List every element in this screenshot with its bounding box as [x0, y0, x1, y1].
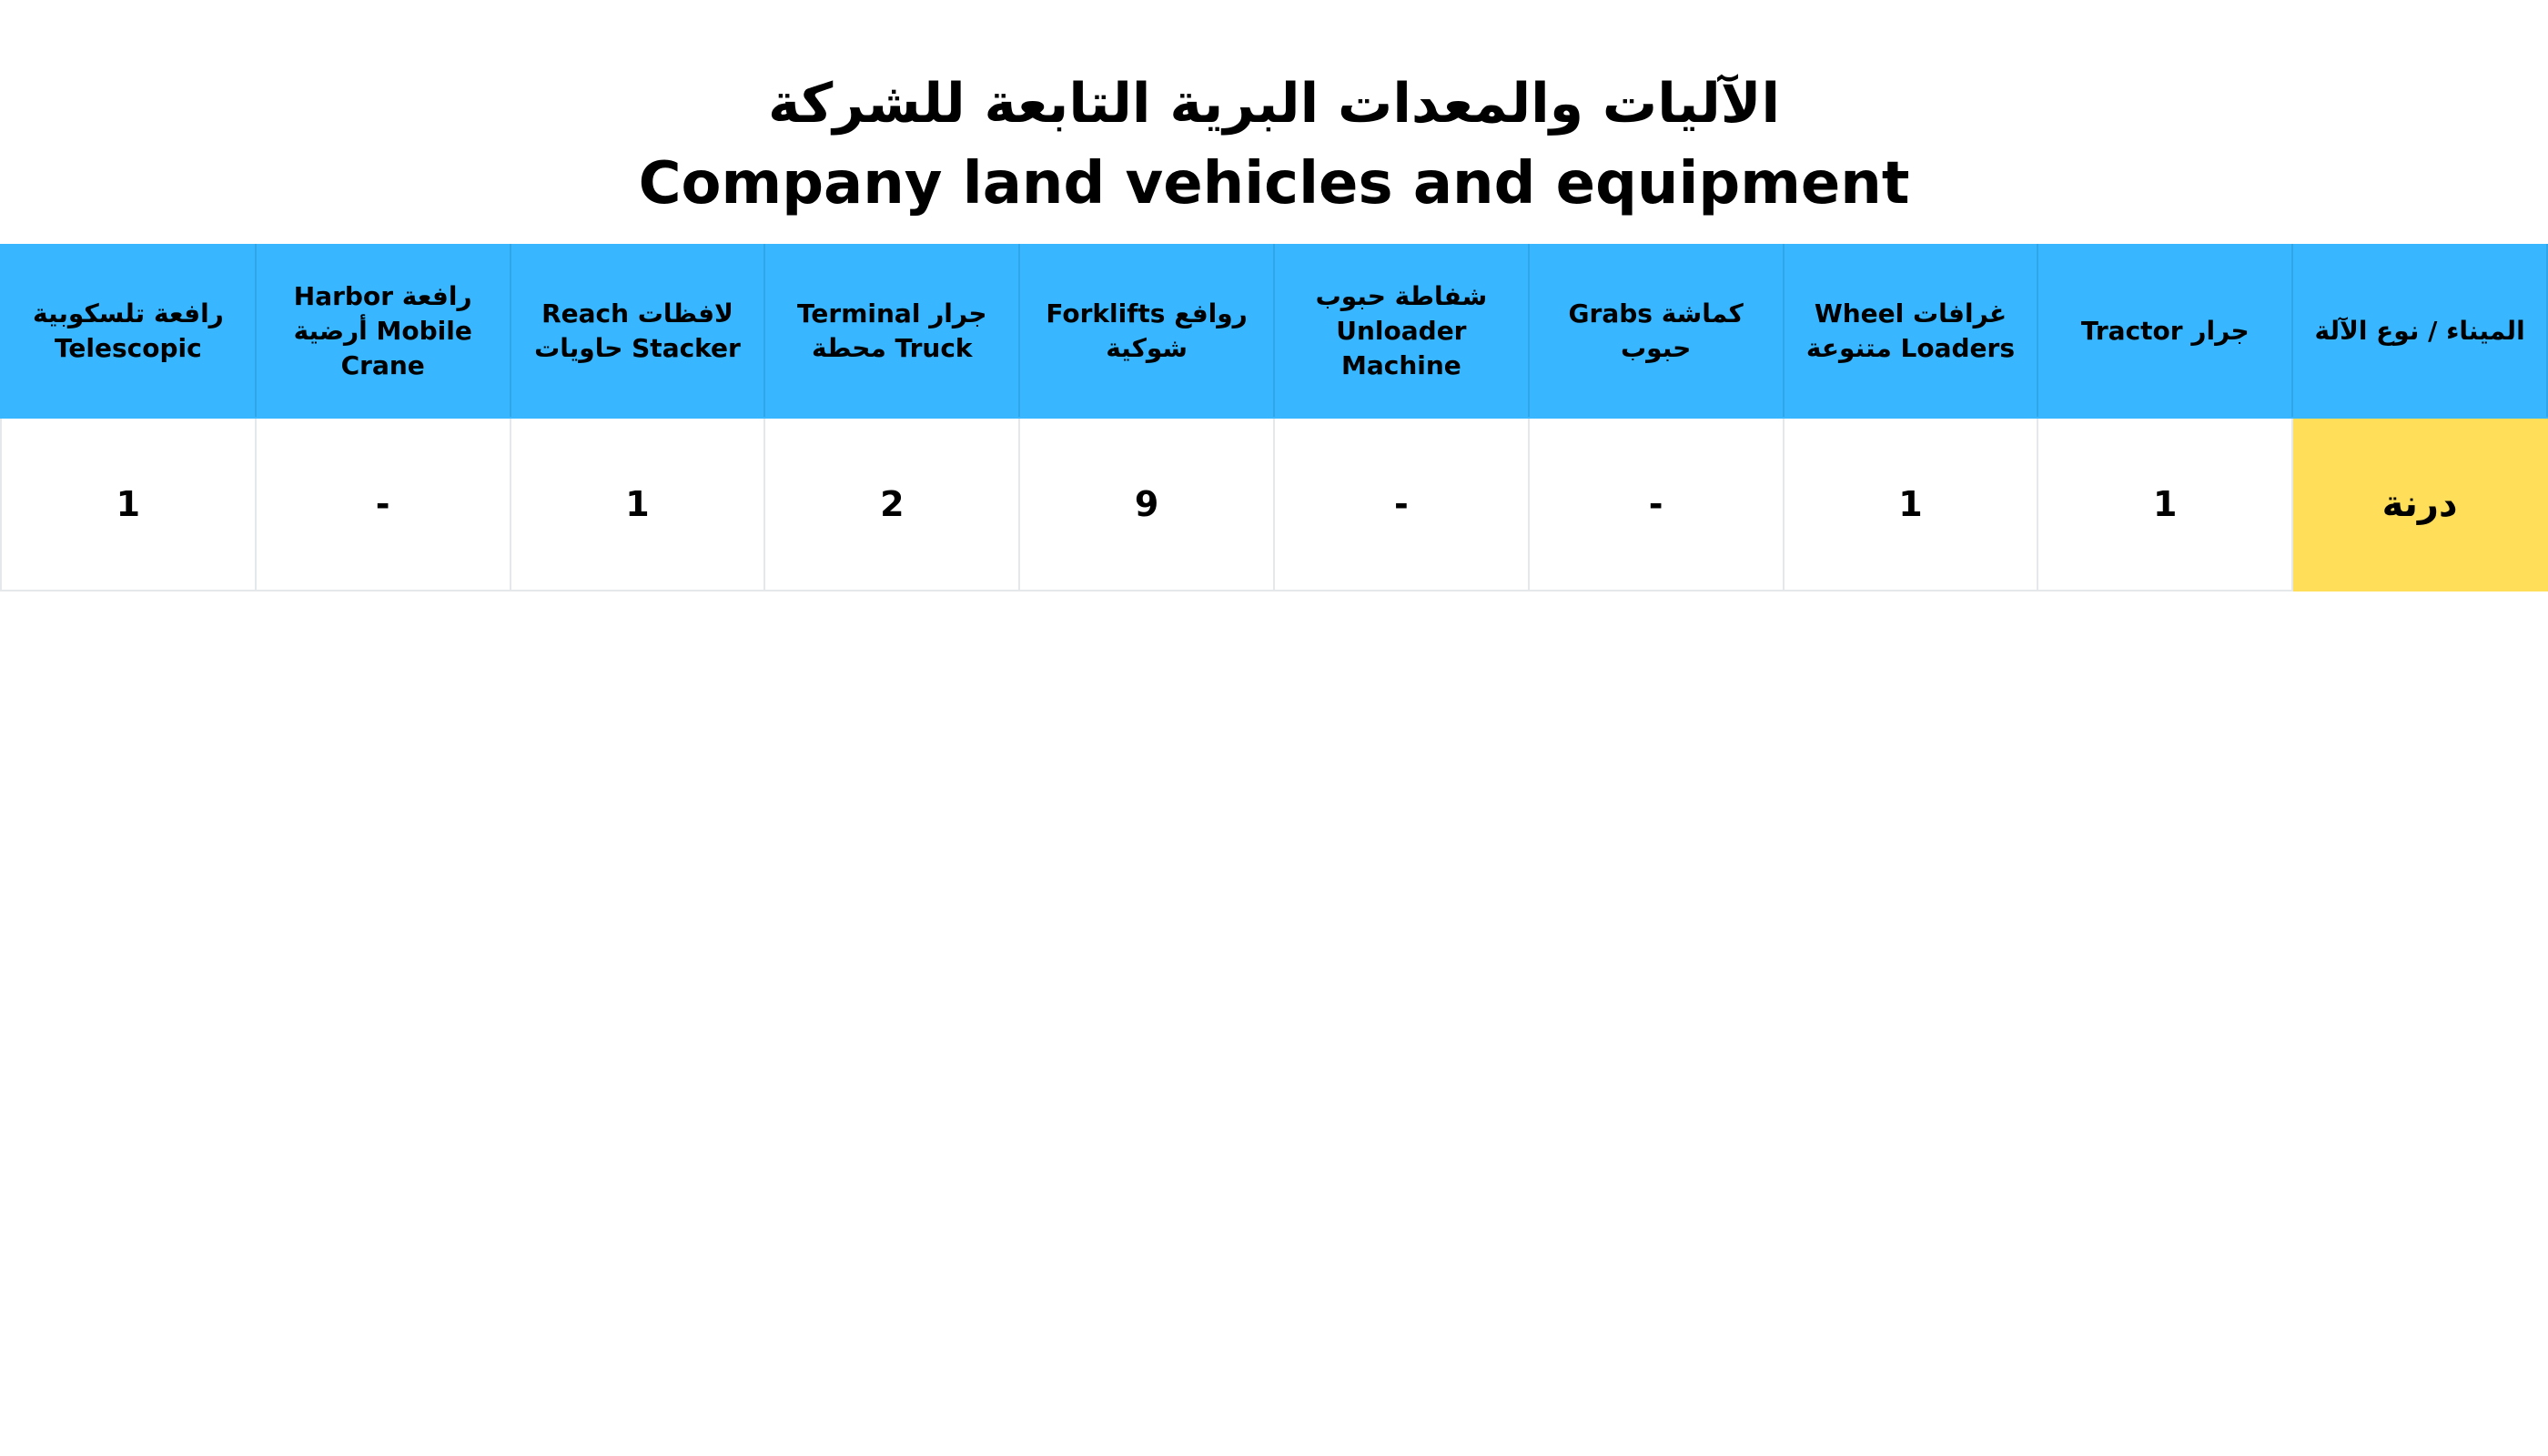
equipment-table — [0, 244, 2548, 592]
header-grabs: Grabs كماشة حبوب — [1529, 245, 1784, 418]
cell-telescopic: 1 — [1, 418, 256, 591]
header-unloader-machine: شفاطة حبوب Unloader Machine — [1274, 245, 1529, 418]
header-reach-stacker: Reach لافظات حاويات Stacker — [511, 245, 765, 418]
cell-harbor-mobile-crane: - — [256, 418, 511, 591]
table-row — [1, 418, 2547, 591]
cell-reach-stacker: 1 — [511, 418, 765, 591]
cell-unloader-machine: - — [1274, 418, 1529, 591]
header-telescopic: رافعة تلسكوبية Telescopic — [1, 245, 256, 418]
header-forklifts: Forklifts روافع شوكية — [1019, 245, 1274, 418]
title-english: Company land vehicles and equipment — [638, 150, 1910, 217]
header-tractor: Tractor جرار — [2037, 245, 2292, 418]
header-port-machine-type: الميناء / نوع الآلة — [2292, 245, 2547, 418]
cell-terminal-truck: 2 — [764, 418, 1019, 591]
header-row — [1, 245, 2547, 418]
cell-tractor: 1 — [2037, 418, 2292, 591]
cell-forklifts: 9 — [1019, 418, 1274, 591]
page-title — [0, 64, 2548, 224]
header-terminal-truck: Terminal جرار محطة Truck — [764, 245, 1019, 418]
header-harbor-mobile-crane: Harbor رافعة أرضية Mobile Crane — [256, 245, 511, 418]
cell-grabs: - — [1529, 418, 1784, 591]
title-arabic: الآليات والمعدات البرية التابعة للشركة — [767, 72, 1781, 136]
cell-wheel-loaders: 1 — [1784, 418, 2038, 591]
header-wheel-loaders: Wheel غرافات متنوعة Loaders — [1784, 245, 2038, 418]
cell-port-name: درنة — [2292, 418, 2547, 591]
